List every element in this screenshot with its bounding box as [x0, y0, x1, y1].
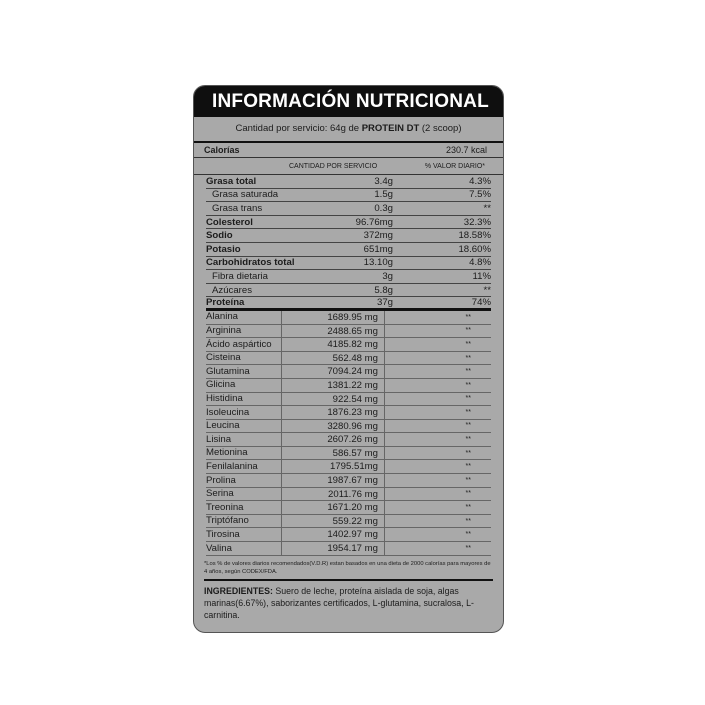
aminoacid-row — [206, 311, 491, 325]
nutrient-row — [206, 175, 491, 189]
aminoacid-row — [206, 379, 491, 393]
nutrient-amount: 13.10g — [363, 257, 393, 269]
aminoacid-name: Treonina — [206, 501, 244, 513]
aminoacid-dv: ** — [465, 408, 471, 416]
nutrient-name: Colesterol — [206, 216, 253, 228]
nutrient-dv: 4.8% — [469, 257, 491, 269]
aminoacid-dv: ** — [465, 544, 471, 552]
aminoacid-name: Prolina — [206, 474, 236, 486]
aminoacid-name: Glicina — [206, 379, 236, 391]
aminoacid-dv: ** — [465, 313, 471, 321]
aminoacid-name: Histidina — [206, 393, 243, 404]
aminoacid-name: Fenilalanina — [206, 460, 258, 472]
nutrient-amount: 5.8g — [374, 284, 393, 296]
aminoacid-row — [206, 501, 491, 515]
nutrient-row — [206, 189, 491, 203]
aminoacid-amount: 2011.76 mg — [281, 488, 385, 501]
serving-product: PROTEIN DT — [361, 123, 420, 134]
aminoacid-amount: 1671.20 mg — [281, 501, 385, 514]
aminoacid-row — [206, 433, 491, 447]
column-amount-header: CANTIDAD POR SERVICIO — [289, 162, 378, 170]
nutrient-dv: 18.60% — [458, 243, 491, 255]
aminoacid-amount: 3280.96 mg — [281, 420, 385, 433]
aminoacid-row — [206, 406, 491, 420]
nutrient-row — [206, 270, 491, 284]
aminoacid-row — [206, 474, 491, 488]
nutrient-name: Grasa saturada — [212, 189, 279, 201]
aminoacid-dv: ** — [465, 449, 471, 457]
aminoacid-name: Triptófano — [206, 515, 249, 527]
aminoacid-dv: ** — [465, 354, 471, 362]
aminoacid-dv: ** — [465, 504, 471, 512]
column-daily-header: % VALOR DIARIO* — [424, 162, 485, 170]
aminoacid-row — [206, 393, 491, 407]
nutrient-dv: ** — [483, 202, 491, 214]
nutrient-dv: 4.3% — [469, 175, 491, 187]
aminoacid-row — [206, 352, 491, 366]
nutrient-name: Grasa total — [206, 175, 257, 187]
aminoacid-amount: 586.57 mg — [281, 447, 385, 460]
aminoacid-name: Alanina — [206, 311, 239, 323]
column-headers — [194, 158, 503, 175]
nutrient-dv: 11% — [472, 270, 491, 282]
footnote: *Los % de valores diarios recomendados(V.D.R) estan basados en una dieta de 2000 calorías para mayores de 4 años, según CODEX/FDA. — [204, 560, 493, 581]
calories-label: Calorías — [204, 145, 240, 155]
nutrient-dv: 74% — [471, 297, 491, 309]
aminoacid-name: Arginina — [206, 325, 242, 337]
nutrients-table — [194, 175, 503, 311]
aminoacid-row — [206, 528, 491, 542]
aminoacid-amount: 922.54 mg — [281, 393, 385, 406]
nutrient-dv: 32.3% — [463, 216, 491, 228]
aminoacid-dv: ** — [465, 395, 471, 403]
aminoacid-dv: ** — [465, 490, 471, 498]
nutrient-name: Fibra dietaria — [212, 270, 268, 282]
aminoacid-name: Serina — [206, 488, 234, 500]
aminoacid-amount: 1795.51mg — [281, 460, 385, 473]
ingredients-label: INGREDIENTES: — [204, 585, 273, 596]
aminoacid-row — [206, 515, 491, 529]
aminoacid-dv: ** — [465, 327, 471, 335]
aminoacid-dv: ** — [465, 476, 471, 484]
aminoacid-dv: ** — [465, 517, 471, 525]
aminoacid-amount: 2607.26 mg — [281, 433, 385, 446]
aminoacid-name: Ácido aspártico — [206, 338, 272, 350]
nutrition-label — [193, 85, 504, 633]
aminoacid-dv: ** — [465, 340, 471, 348]
serving-prefix: Cantidad por servicio: 64g de — [235, 123, 362, 134]
nutrient-name: Potasio — [206, 243, 241, 255]
aminoacid-amount: 1689.95 mg — [281, 311, 385, 324]
aminoacid-dv: ** — [465, 368, 471, 376]
aminoacid-dv: ** — [465, 381, 471, 389]
nutrient-row — [206, 257, 491, 271]
aminoacid-amount: 1987.67 mg — [281, 474, 385, 487]
aminoacids-table — [194, 311, 503, 556]
aminoacid-amount: 4185.82 mg — [281, 338, 385, 351]
nutrient-row — [206, 284, 491, 298]
ingredients-text: Suero de leche, proteína aislada de soja, algas marinas(6.67%), saborizantes certificados, L-glutamina, sucralosa, L-carnitina. — [204, 585, 474, 620]
nutrient-name: Sodio — [206, 230, 233, 242]
aminoacid-name: Metionina — [206, 447, 248, 459]
nutrient-name: Carbohidratos total — [206, 257, 295, 269]
nutrient-row — [206, 202, 491, 216]
aminoacid-amount: 2488.65 mg — [281, 325, 385, 338]
aminoacid-name: Isoleucina — [206, 406, 250, 418]
aminoacid-name: Valina — [206, 542, 232, 554]
nutrient-amount: 0.3g — [374, 202, 393, 214]
aminoacid-row — [206, 542, 491, 556]
nutrient-amount: 1.5g — [374, 189, 393, 201]
aminoacid-dv: ** — [465, 422, 471, 430]
serving-size — [194, 117, 503, 143]
nutrient-amount: 3.4g — [374, 175, 393, 187]
nutrient-name: Azúcares — [212, 284, 252, 296]
aminoacid-name: Leucina — [206, 420, 240, 432]
nutrient-amount: 37g — [376, 297, 393, 309]
nutrient-dv: ** — [483, 284, 491, 296]
serving-suffix: (2 scoop) — [419, 123, 462, 134]
aminoacid-amount: 1381.22 mg — [281, 379, 385, 392]
nutrient-row — [206, 216, 491, 230]
ingredients — [204, 585, 493, 621]
aminoacid-dv: ** — [465, 436, 471, 444]
aminoacid-amount: 559.22 mg — [281, 515, 385, 528]
calories-value: 230.7 kcal — [445, 145, 487, 155]
nutrient-name: Proteína — [206, 297, 245, 309]
aminoacid-name: Tirosina — [206, 528, 240, 540]
aminoacid-row — [206, 338, 491, 352]
aminoacid-amount: 1402.97 mg — [281, 528, 385, 541]
aminoacid-amount: 562.48 mg — [281, 352, 385, 365]
label-title: INFORMACIÓN NUTRICIONAL — [194, 86, 503, 117]
aminoacid-row — [206, 420, 491, 434]
nutrient-dv: 18.58% — [458, 230, 491, 242]
nutrient-amount: 96.76mg — [355, 216, 393, 228]
aminoacid-name: Cisteina — [206, 352, 241, 364]
nutrient-dv: 7.5% — [469, 189, 491, 201]
aminoacid-dv: ** — [465, 463, 471, 471]
calories-row — [194, 143, 503, 158]
nutrient-amount: 651mg — [363, 243, 393, 255]
aminoacid-dv: ** — [465, 531, 471, 539]
aminoacid-amount: 7094.24 mg — [281, 365, 385, 378]
nutrient-amount: 372mg — [363, 230, 393, 242]
aminoacid-name: Lisina — [206, 433, 232, 445]
aminoacid-row — [206, 447, 491, 461]
nutrient-row — [206, 229, 491, 243]
nutrient-amount: 3g — [382, 270, 393, 282]
aminoacid-row — [206, 460, 491, 474]
aminoacid-row — [206, 365, 491, 379]
nutrient-name: Grasa trans — [212, 202, 263, 214]
aminoacid-amount: 1954.17 mg — [281, 542, 385, 555]
aminoacid-amount: 1876.23 mg — [281, 406, 385, 419]
aminoacid-name: Glutamina — [206, 365, 250, 377]
aminoacid-row — [206, 488, 491, 502]
aminoacid-row — [206, 325, 491, 339]
nutrient-row — [206, 243, 491, 257]
nutrient-row — [206, 297, 491, 311]
